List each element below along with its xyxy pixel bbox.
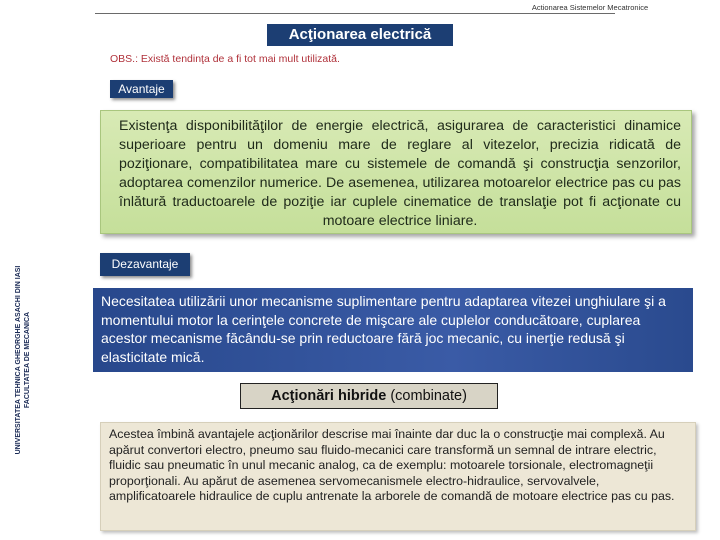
slide-title: Acţionarea electrică xyxy=(267,24,453,46)
university-name: UNIVERSITATEA TEHNICA GHEORGHE ASACHI DIN IASI xyxy=(15,265,22,455)
advantages-label: Avantaje xyxy=(110,80,173,98)
faculty-name: FACULTATEA DE MECANICA xyxy=(24,311,31,409)
disadvantages-label: Dezavantaje xyxy=(100,253,190,276)
advantages-text: Existenţa disponibilităţilor de energie electrică, asigurarea de caracteristici dinamice superioare pentru un domeniu mare de reglare al vitezelor, precizia ridicată de poziţionare, compatibilitatea mare cu sistemele de comandă şi construcţia senzorilor, adoptarea comenzilor numerice. De asemenea, utilizarea motoarelor electrice pas cu pas înlătură traductoarele de poziţie iar cuplele cinematice de translaţie pot fi acţionate cu motoare electrice liniare. xyxy=(100,110,692,234)
course-header: Actionarea Sistemelor Mecatronice xyxy=(531,3,649,12)
university-sidebar xyxy=(14,240,32,480)
disadvantages-text: Necesitatea utilizării unor mecanisme suplimentare pentru adaptarea vitezei unghiulare şi a momentului motor la cerinţele concrete de mişcare ale cuplelor conducătoare, cuplarea acestor mecanisme făcându-se prin reductoare fără joc mecanic, cu inerţie redusă şi elasticitate mică. xyxy=(93,288,693,372)
hybrid-heading xyxy=(240,383,498,409)
header-divider xyxy=(95,13,615,14)
hybrid-text: Acestea îmbină avantajele acţionărilor descrise mai înainte dar duc la o construcţie mai complexă. Au apărut convertori electro, pneumo sau fluido-mecanici care transformă un semnal de intrare electric, fluidic sau pneumatic în unul mecanic analog, ca de exemplu: motoarele torsionale, electromagneţii proporţionali. Au apărut de asemenea servomecanismele electro-hidraulice, servovalvele, amplificatoarele hidraulice de cuplu antrenate la arborele de comandă de motoare electrice pas cu pas. xyxy=(100,422,696,531)
hybrid-title: Acţionări hibride xyxy=(271,388,387,404)
observation-note: OBS.: Există tendinţa de a fi tot mai mult utilizată. xyxy=(110,53,340,65)
hybrid-title-suffix: (combinate) xyxy=(390,388,467,404)
